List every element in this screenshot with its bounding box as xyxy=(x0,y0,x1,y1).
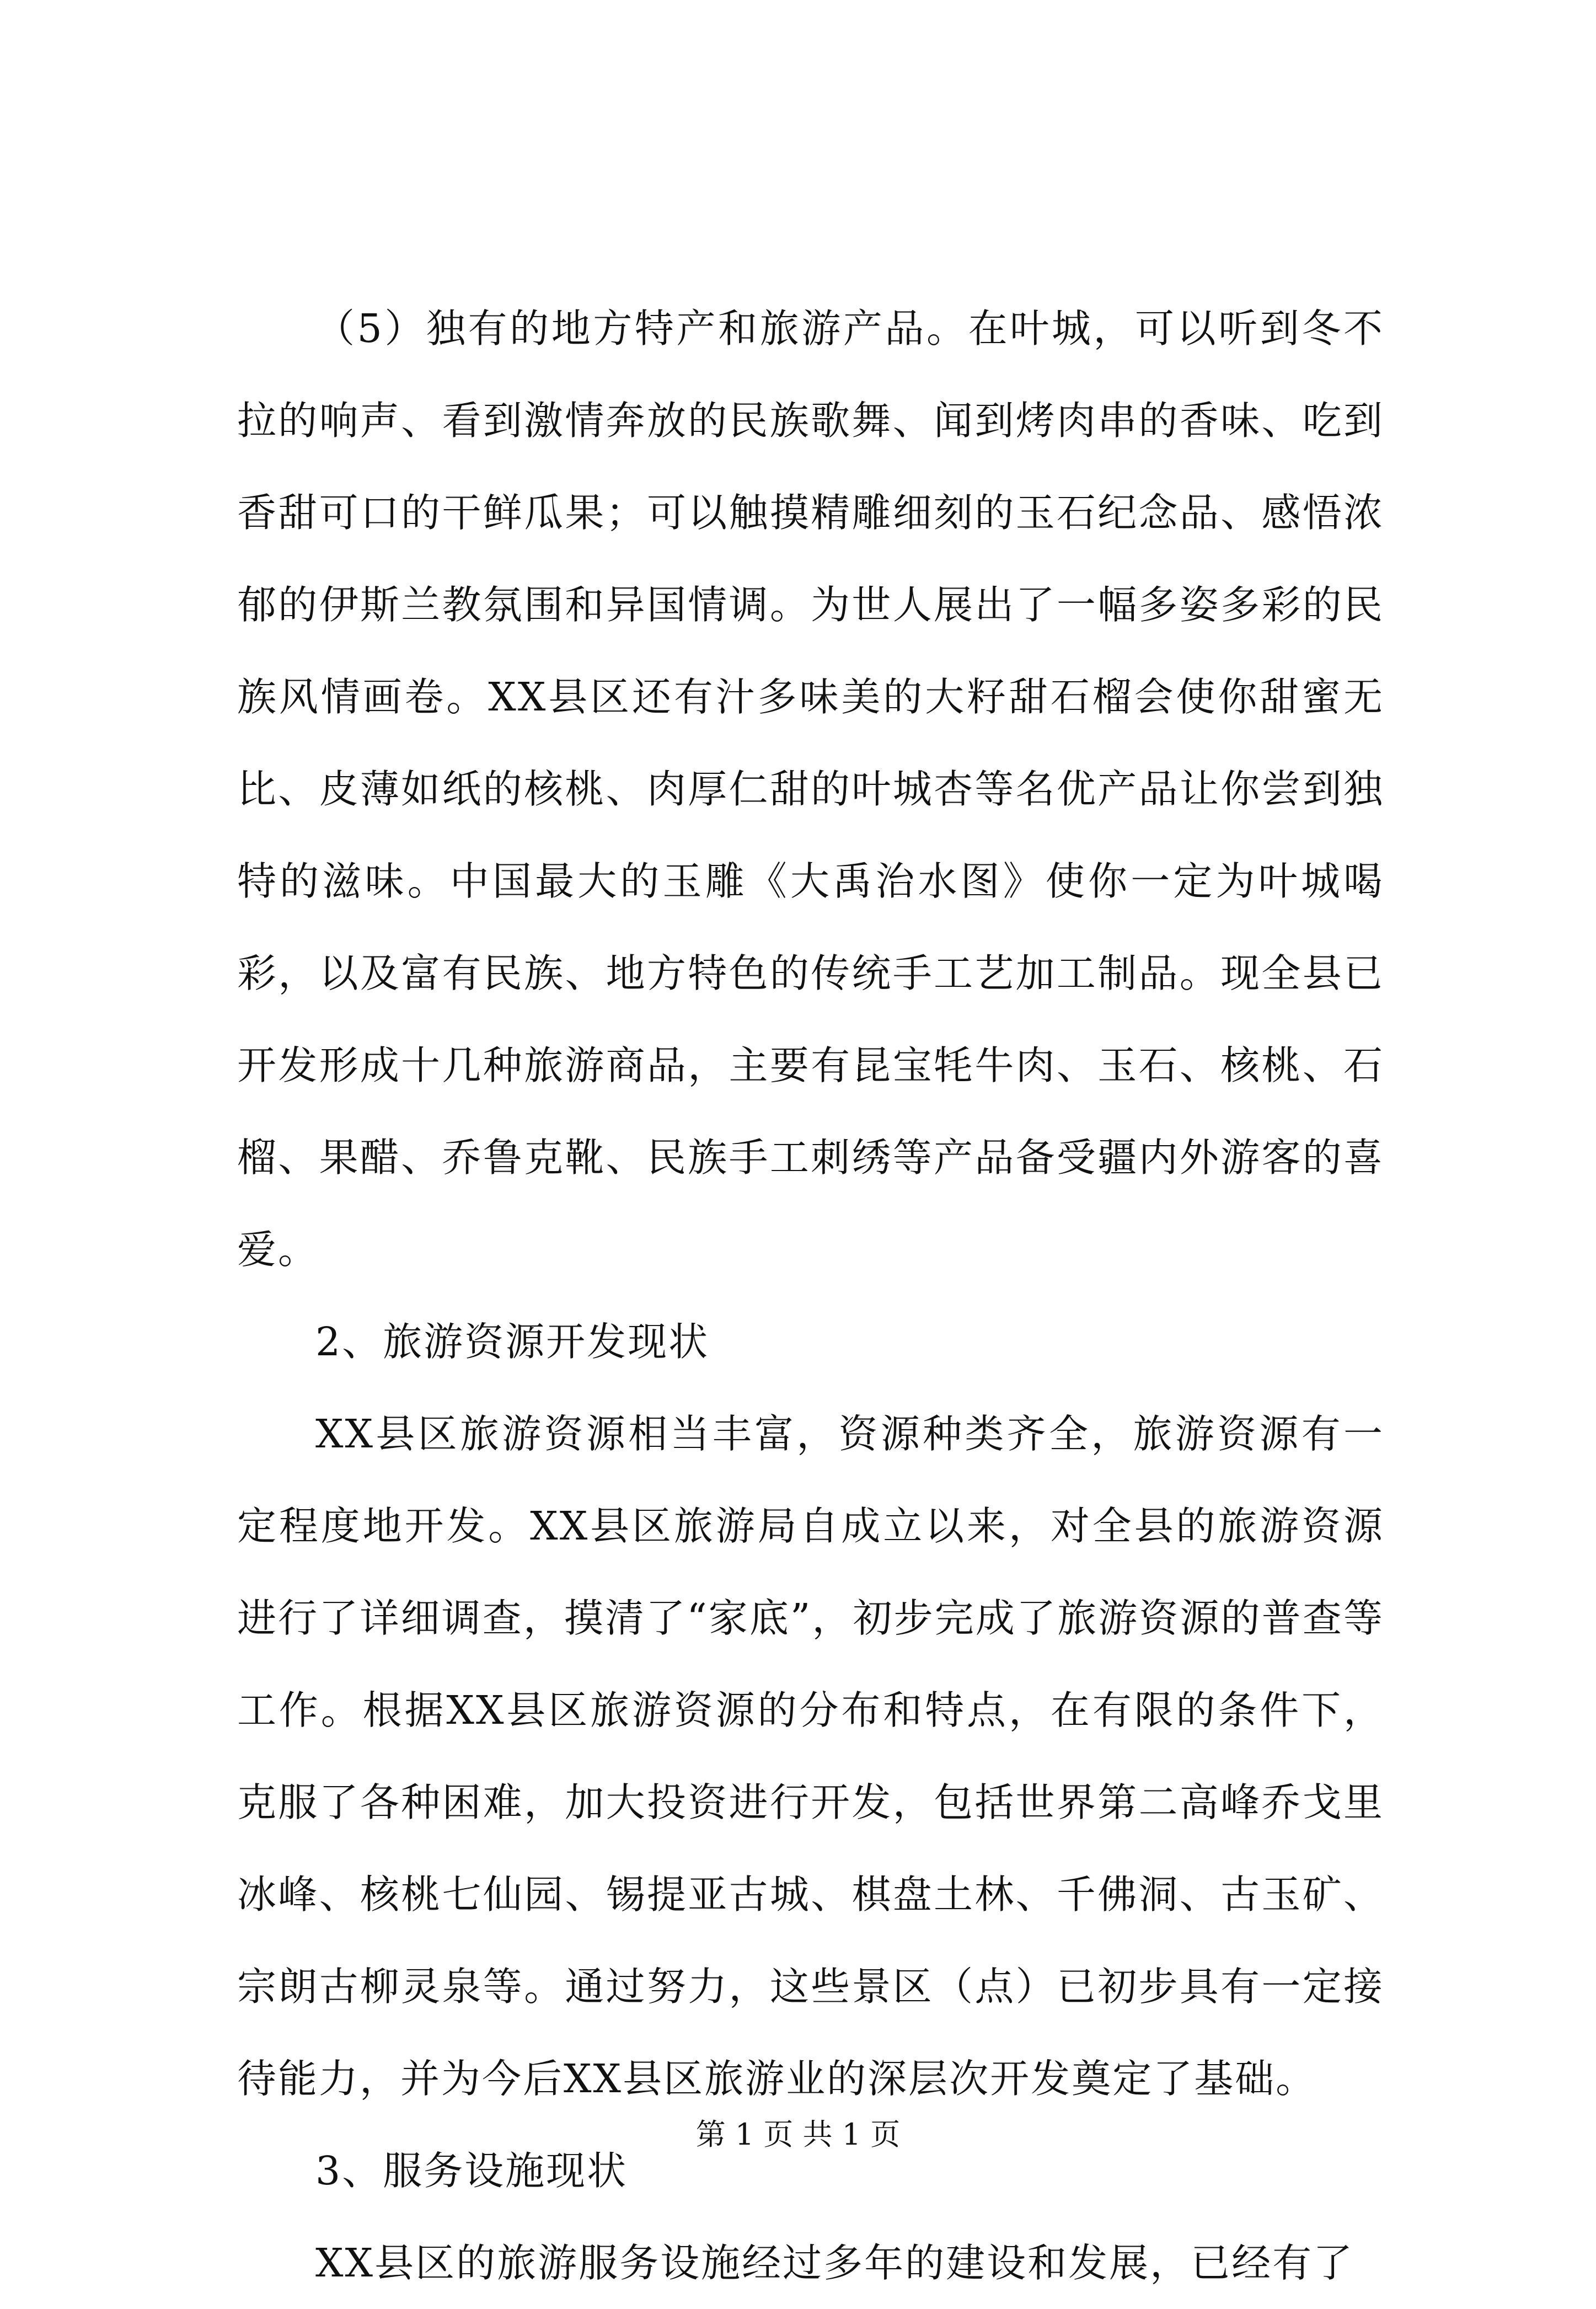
paragraph-resource-development: XX县区旅游资源相当丰富，资源种类齐全，旅游资源有一定程度地开发。XX县区旅游局自成立以来，对全县的旅游资源进行了详细调查，摸清了“家底”，初步完成了旅游资源的普查等工作。根据XX县区旅游资源的分布和特点，在有限的条件下，克服了各种困难，加大投资进行开发，包括世界第二高峰乔戈里冰峰、核桃七仙园、锡提亚古城、棋盘土林、千佛洞、古玉矿、宗朗古柳灵泉等。通过努力，这些景区（点）已初步具有一定接待能力，并为今后XX县区旅游业的深层次开发奠定了基础。 xyxy=(237,1411,1384,2102)
heading-resource-development: 2、旅游资源开发现状 xyxy=(315,1319,710,1365)
page-number-footer: 第 1 页 共 1 页 xyxy=(695,2117,901,2152)
document-body xyxy=(237,282,1384,2309)
paragraph-service-facilities: XX县区的旅游服务设施经过多年的建设和发展，已经有了 xyxy=(315,2240,1354,2286)
heading-service-facilities: 3、服务设施现状 xyxy=(315,2148,628,2194)
paragraph-local-specialties: （5）独有的地方特产和旅游产品。在叶城，可以听到冬不拉的响声、看到激情奔放的民族歌舞、闻到烤肉串的香味、吃到香甜可口的干鲜瓜果；可以触摸精雕细刻的玉石纪念品、感悟浓郁的伊斯兰教氛围和异国情调。为世人展出了一幅多姿多彩的民族风情画卷。XX县区还有汁多味美的大籽甜石榴会使你甜蜜无比、皮薄如纸的核桃、肉厚仁甜的叶城杏等名优产品让你尝到独特的滋味。中国最大的玉雕《大禹治水图》使你一定为叶城喝彩，以及富有民族、地方特色的传统手工艺加工制品。现全县已开发形成十几种旅游商品，主要有昆宝牦牛肉、玉石、核桃、石榴、果醋、乔鲁克靴、民族手工刺绣等产品备受疆内外游客的喜爱。 xyxy=(237,306,1384,1273)
